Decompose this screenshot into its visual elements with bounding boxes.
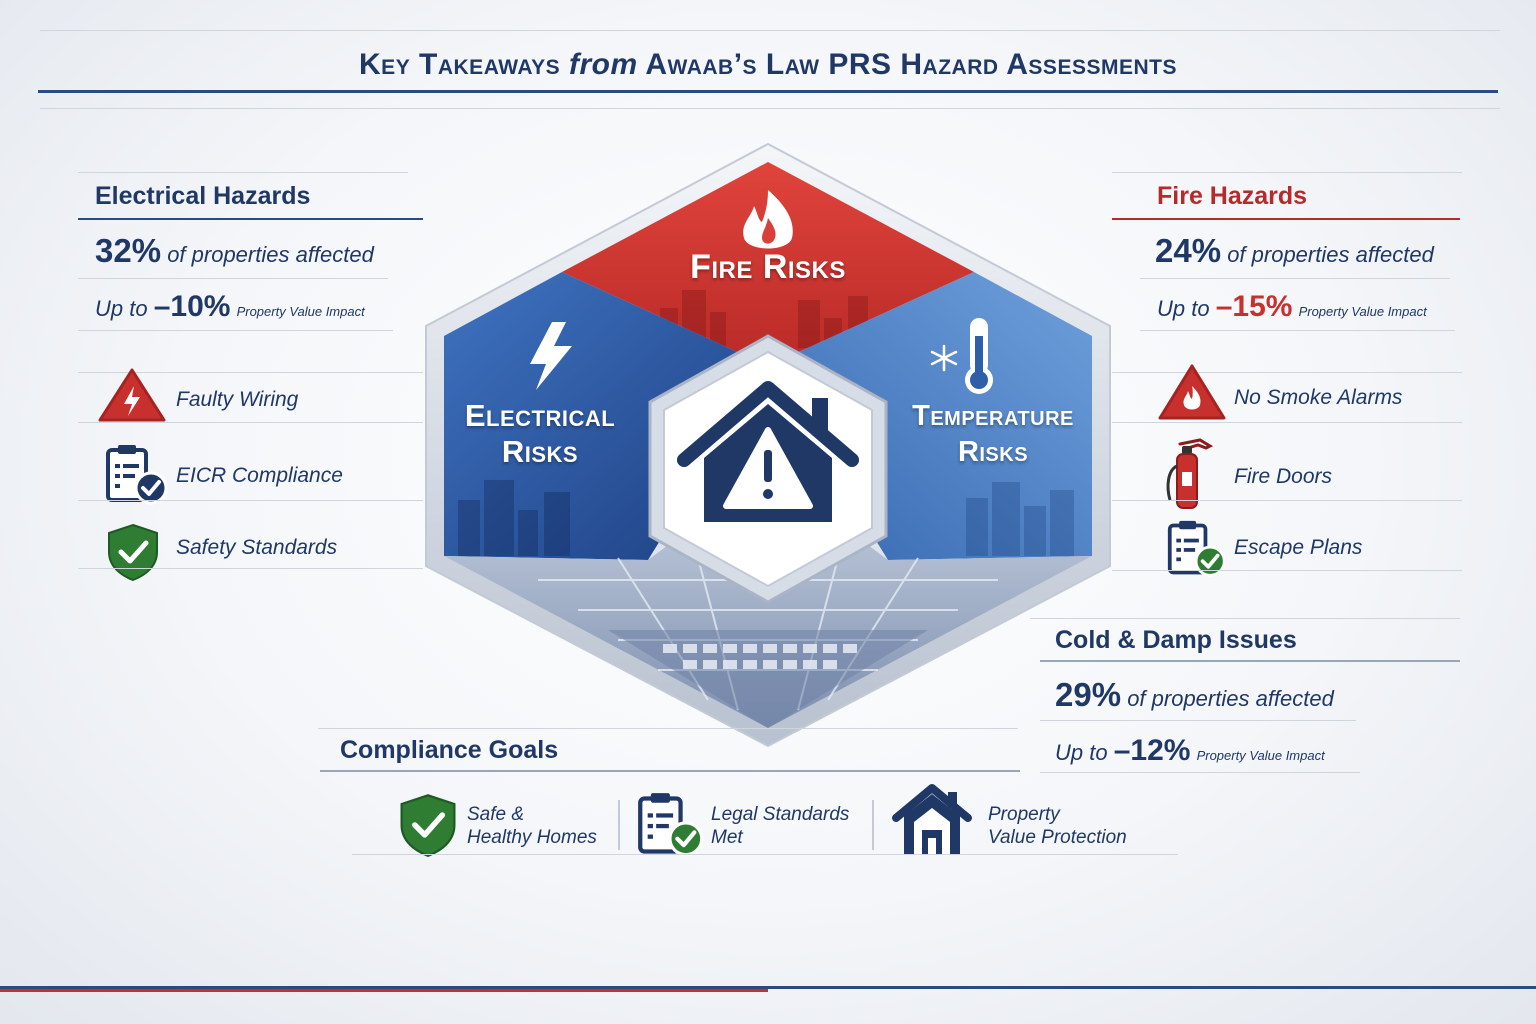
- goal-item-line2: Met: [711, 827, 743, 848]
- electrical-impact-value: –10%: [153, 290, 231, 323]
- clipboard-check-icon: [1166, 518, 1228, 585]
- fire-impact-value: –15%: [1215, 290, 1293, 323]
- goal-separator: [618, 800, 620, 850]
- electrical-impact-prefix: Up to: [95, 296, 148, 321]
- page-title: [0, 48, 1536, 82]
- cold-percent-text: of properties affected: [1127, 686, 1334, 711]
- title-faint-line: [40, 108, 1500, 109]
- title-part1: Key Takeaways: [359, 48, 561, 81]
- electrical-item-label: EICR Compliance: [176, 464, 343, 487]
- fire-extinguisher-icon: [1160, 436, 1220, 515]
- divider: [78, 568, 423, 569]
- title-from: from: [568, 48, 638, 81]
- goal-item-line1: Safe &: [467, 804, 525, 825]
- warning-lightning-icon: [96, 366, 168, 429]
- warning-flame-icon: [1156, 362, 1228, 427]
- fire-impact-text: Property Value Impact: [1298, 304, 1427, 319]
- divider: [1112, 500, 1462, 501]
- cold-percent: 29%: [1055, 676, 1122, 713]
- electrical-percent-text: of properties affected: [167, 242, 374, 267]
- goal-item-line2: Healthy Homes: [467, 827, 597, 848]
- cold-heading: Cold & Damp Issues: [1055, 626, 1297, 654]
- goals-heading: Compliance Goals: [340, 736, 559, 764]
- electrical-impact-text: Property Value Impact: [236, 304, 365, 319]
- top-faint-line: [40, 30, 1500, 31]
- temperature-risks-label: [888, 398, 1098, 470]
- divider: [78, 172, 408, 173]
- fire-percent: 24%: [1155, 232, 1222, 269]
- divider: [1112, 570, 1462, 571]
- divider: [78, 278, 388, 279]
- bottom-accent-red: [0, 989, 768, 992]
- divider: [1112, 172, 1462, 173]
- electrical-percent-line: [95, 232, 374, 270]
- divider: [1140, 278, 1450, 279]
- fire-percent-line: [1155, 232, 1434, 270]
- electrical-risks-line1: Electrical: [464, 398, 616, 433]
- fire-item-label: Fire Doors: [1234, 465, 1333, 488]
- electrical-item-label: Safety Standards: [176, 536, 338, 559]
- title-underline: [38, 90, 1498, 93]
- electrical-heading: Electrical Hazards: [95, 182, 311, 210]
- goal-item-label: [988, 803, 1127, 849]
- cold-impact-value: –12%: [1113, 734, 1191, 767]
- fire-item-label: No Smoke Alarms: [1234, 386, 1403, 409]
- cold-impact-prefix: Up to: [1055, 740, 1108, 765]
- shield-check-icon: [104, 522, 162, 587]
- shield-check-icon: [396, 792, 460, 863]
- electrical-impact-line: [95, 290, 365, 324]
- electrical-heading-underline: [78, 218, 423, 220]
- divider: [318, 728, 1018, 729]
- electrical-risks-label: [440, 398, 640, 470]
- divider: [78, 330, 393, 331]
- title-part2: Awaab’s Law PRS Hazard Assessments: [645, 48, 1177, 81]
- cold-impact-text: Property Value Impact: [1196, 748, 1325, 763]
- temperature-risks-line2: Risks: [957, 436, 1029, 468]
- goals-heading-underline: [320, 770, 1020, 772]
- goal-item-label: [467, 803, 597, 849]
- house-icon: [890, 782, 974, 861]
- fire-percent-text: of properties affected: [1227, 242, 1434, 267]
- fire-heading-underline: [1112, 218, 1460, 220]
- fire-impact-prefix: Up to: [1157, 296, 1210, 321]
- fire-risks-label: Fire Risks: [690, 248, 846, 286]
- fire-impact-line: [1157, 290, 1427, 324]
- divider: [78, 422, 423, 423]
- divider: [1040, 772, 1360, 773]
- clipboard-check-icon: [636, 792, 706, 863]
- divider: [1112, 422, 1462, 423]
- divider: [352, 854, 1178, 855]
- goal-item-line1: Legal Standards: [711, 804, 850, 825]
- divider: [78, 500, 423, 501]
- temperature-risks-line1: Temperature: [912, 400, 1074, 432]
- goal-item-line2: Value Protection: [988, 827, 1127, 848]
- goal-item-label: [711, 803, 849, 849]
- fire-heading: Fire Hazards: [1157, 182, 1308, 210]
- fire-item-label: Escape Plans: [1234, 536, 1363, 559]
- goal-item-line1: Property: [988, 804, 1060, 825]
- electrical-item-label: Faulty Wiring: [176, 388, 299, 411]
- electrical-risks-line2: Risks: [501, 434, 579, 469]
- divider: [1140, 330, 1455, 331]
- electrical-percent: 32%: [95, 232, 162, 269]
- goal-separator: [872, 800, 874, 850]
